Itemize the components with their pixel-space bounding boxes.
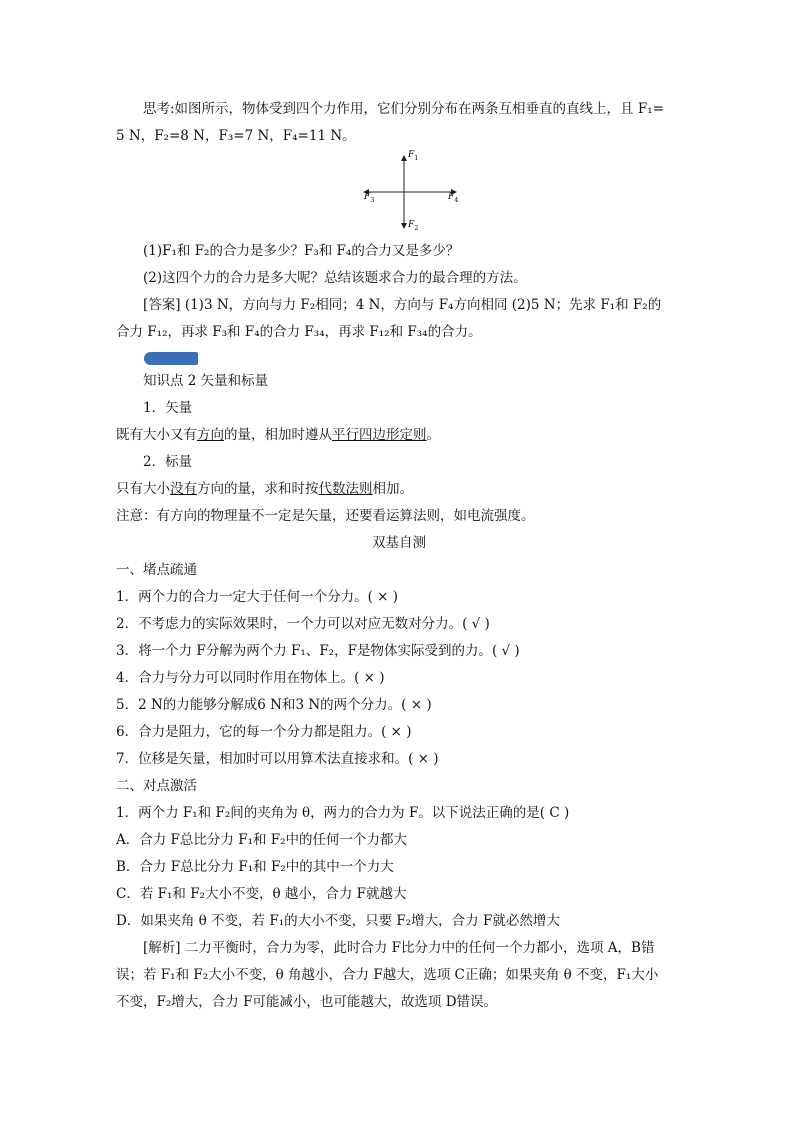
option-a: A．合力 F总比分力 F₁和 F₂中的任何一个力都大 [116, 832, 408, 848]
test-part-2: 二、对点激活 [116, 778, 197, 794]
kp2-title: 知识点 2 矢量和标量 [143, 373, 269, 389]
think-line-1: 思考:如图所示，物体受到四个力作用，它们分别分布在两条互相垂直的直线上，且 F₁= [143, 101, 664, 117]
test-item-7: 7．位移是矢量，相加时可以用算术法直接求和。( × ) [116, 751, 439, 767]
option-d: D．如果夹角 θ 不变，若 F₁的大小不变，只要 F₂增大，合力 F就必然增大 [116, 913, 560, 929]
kp2-note: 注意：有方向的物理量不一定是矢量，还要看运算法则，如电流强度。 [116, 508, 535, 524]
label-f3: $F_3$ [364, 192, 375, 204]
kp2-s2-text: 只有大小没有方向的量，求和时按代数法则相加。 [116, 481, 413, 497]
test-item-5: 5．2 N的力能够分解成6 N和3 N的两个分力。( × ) [116, 697, 432, 713]
section-tab-bar [144, 352, 198, 365]
test-item-6: 6．合力是阻力，它的每一个分力都是阻力。( × ) [116, 724, 412, 740]
explanation-line-1: [解析] 二力平衡时，合力为零，此时合力 F比分力中的任何一个力都小，选项 A，B错 [143, 940, 655, 956]
test-item-1: 1．两个力的合力一定大于任何一个分力。( × ) [116, 589, 399, 605]
option-b: B．合力 F总比分力 F₁和 F₂中的其中一个力大 [116, 859, 394, 875]
test-item-2: 2．不考虑力的实际效果时，一个力可以对应无数对分力。( √ ) [116, 616, 490, 632]
option-c: C．若 F₁和 F₂大小不变，θ 越小，合力 F就越大 [116, 886, 407, 902]
label-f1: $F_1$ [408, 150, 419, 162]
test-item-4: 4．合力与分力可以同时作用在物体上。( × ) [116, 670, 385, 686]
answer-line-2: 合力 F₁₂，再求 F₃和 F₄的合力 F₃₄，再求 F₁₂和 F₃₄的合力。 [116, 324, 482, 340]
section-tab [116, 346, 682, 368]
explanation-line-2: 误；若 F₁和 F₂大小不变，θ 角越小，合力 F越大，选项 C正确；如果夹角 θ 不变，F₁大小 [116, 967, 659, 983]
kp2-s2: 2．标量 [143, 454, 193, 470]
force-diagram [116, 152, 682, 234]
document-content [116, 96, 682, 1016]
question-2: (2)这四个力的合力是多大呢？总结该题求合力的最合理的方法。 [143, 270, 527, 286]
kp2-s1: 1．矢量 [143, 400, 193, 416]
question-1: (1)F₁和 F₂的合力是多少？F₃和 F₄的合力又是多少？ [143, 243, 460, 259]
test-part-1: 一、堵点疏通 [116, 562, 197, 578]
label-f2: $F_2$ [408, 220, 419, 232]
test-item-3: 3．将一个力 F分解为两个力 F₁、F₂，F是物体实际受到的力。( √ ) [116, 643, 520, 659]
label-f4: $F_4$ [448, 192, 459, 204]
kp2-s1-text: 既有大小又有方向的量，相加时遵从平行四边形定则。 [116, 427, 440, 443]
answer-line-1: [答案] (1)3 N，方向与力 F₂相同；4 N，方向与 F₄方向相同 (2)5 N；先求 F₁和 F₂的 [143, 297, 662, 313]
test-heading: 双基自测 [372, 535, 426, 551]
explanation-line-3: 不变，F₂增大，合力 F可能减小，也可能越大，故选项 D错误。 [116, 994, 498, 1010]
test-question: 1．两个力 F₁和 F₂间的夹角为 θ，两力的合力为 F。以下说法正确的是( C ) [116, 805, 570, 821]
think-line-2: 5 N，F₂=8 N，F₃=7 N，F₄=11 N。 [116, 128, 356, 144]
